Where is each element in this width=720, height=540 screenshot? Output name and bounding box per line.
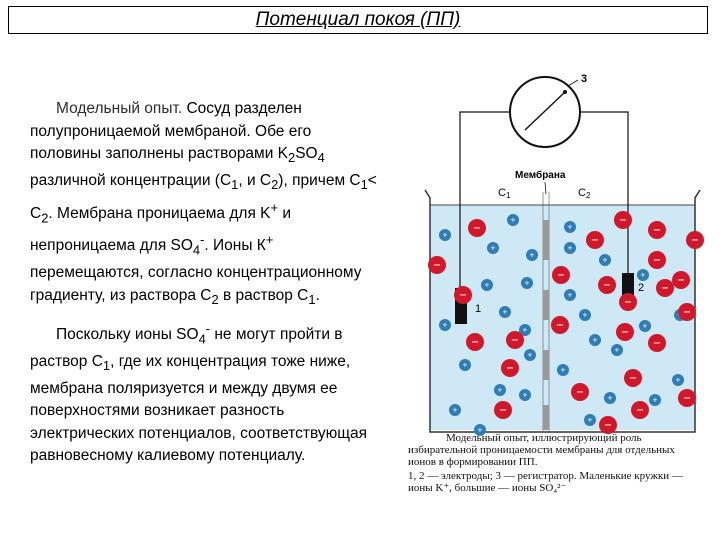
svg-text:+: + bbox=[452, 404, 458, 415]
svg-text:+: + bbox=[567, 289, 573, 300]
svg-text:−: − bbox=[499, 403, 507, 418]
potassium-ion bbox=[439, 229, 451, 241]
svg-text:+: + bbox=[502, 306, 508, 317]
svg-text:+: + bbox=[560, 364, 566, 375]
potassium-ion bbox=[637, 269, 649, 281]
svg-text:+: + bbox=[640, 269, 646, 280]
sulfate-ion bbox=[454, 286, 472, 304]
c1-label: C bbox=[498, 187, 506, 199]
svg-text:+: + bbox=[490, 242, 496, 253]
potassium-ion bbox=[521, 277, 533, 289]
svg-text:+: + bbox=[527, 349, 533, 360]
membrane-label: Мембрана bbox=[515, 170, 566, 181]
text-run: . Мембрана проницаема для K bbox=[48, 204, 271, 222]
potassium-ion bbox=[564, 289, 576, 301]
superscript: - bbox=[205, 321, 211, 336]
potassium-ion bbox=[639, 320, 651, 332]
potassium-ion bbox=[459, 359, 471, 371]
sulfate-ion bbox=[598, 276, 616, 294]
text-run: перемещаются, согласно концентрационному градиенту, из раствора C bbox=[30, 264, 362, 304]
c2-label: C bbox=[578, 187, 586, 199]
svg-text:+: + bbox=[522, 389, 528, 400]
sulfate-ion bbox=[614, 211, 632, 229]
potassium-ion bbox=[649, 394, 661, 406]
sulfate-ion bbox=[648, 221, 666, 239]
svg-text:−: − bbox=[653, 336, 661, 351]
sulfate-ion bbox=[678, 303, 696, 321]
svg-text:−: − bbox=[621, 325, 629, 340]
text-run: Сосуд разделен полупроницаемой мембраной. Обе его половины заполнены растворами K bbox=[30, 100, 312, 163]
text-run: ), причем C bbox=[278, 171, 361, 189]
potassium-ion bbox=[589, 334, 601, 346]
paragraph-model-experiment bbox=[30, 98, 380, 312]
subscript: 1 bbox=[360, 176, 368, 192]
svg-text:+: + bbox=[567, 242, 573, 253]
superscript: + bbox=[270, 199, 279, 215]
svg-text:+: + bbox=[442, 229, 448, 240]
svg-text:−: − bbox=[576, 385, 584, 400]
svg-text:+: + bbox=[642, 320, 648, 331]
superscript: - bbox=[200, 232, 205, 248]
potassium-ion bbox=[524, 349, 536, 361]
text-run: , и C bbox=[238, 171, 272, 189]
svg-text:+: + bbox=[567, 221, 573, 232]
sulfate-ion bbox=[571, 383, 589, 401]
c2-sub: 2 bbox=[586, 191, 591, 200]
sulfate-ion bbox=[656, 279, 674, 297]
svg-text:+: + bbox=[675, 374, 681, 385]
svg-text:−: − bbox=[653, 223, 661, 238]
svg-text:+: + bbox=[592, 334, 598, 345]
text-run: , где их концентрация тоже ниже, мембрана поляризуется и между двумя ее поверхностями возникает разность электрических потенциалов, соответствующая равновесному калиевому потенциалу. bbox=[30, 352, 368, 465]
potassium-ion bbox=[564, 221, 576, 233]
svg-text:−: − bbox=[629, 371, 637, 386]
membrane-diagram bbox=[395, 70, 710, 440]
sulfate-ion bbox=[624, 369, 642, 387]
sulfate-ion bbox=[428, 256, 446, 274]
slide-title: Потенциал покоя (ПП) bbox=[255, 9, 461, 30]
sulfate-ion bbox=[466, 333, 484, 351]
sulfate-ion bbox=[672, 271, 690, 289]
svg-text:+: + bbox=[607, 392, 613, 403]
svg-text:−: − bbox=[604, 418, 612, 433]
sulfate-ion bbox=[551, 316, 569, 334]
potassium-ion bbox=[672, 374, 684, 386]
svg-text:+: + bbox=[522, 324, 528, 335]
svg-text:−: − bbox=[661, 281, 669, 296]
electrode-1-label: 1 bbox=[475, 303, 482, 315]
sulfate-ion bbox=[631, 401, 649, 419]
caption-legend: 1, 2 — электроды; 3 — регистратор. Маленькие кружки — ионы K⁺, большие — ионы SO₄²⁻ bbox=[408, 470, 683, 494]
sulfate-ion bbox=[552, 266, 570, 284]
svg-text:+: + bbox=[614, 344, 620, 355]
subscript: 2 bbox=[288, 150, 296, 166]
svg-text:+: + bbox=[587, 414, 593, 425]
caption-text: Модельный опыт, иллюстрирующий роль избирательной проницаемости мембраны для отдельных ионов в формировании ПП. bbox=[408, 432, 675, 468]
svg-text:−: − bbox=[677, 273, 685, 288]
svg-text:−: − bbox=[557, 268, 565, 283]
paragraph-polarization bbox=[30, 318, 380, 468]
svg-text:−: − bbox=[653, 253, 661, 268]
svg-text:−: − bbox=[556, 318, 564, 333]
sulfate-ion bbox=[506, 331, 524, 349]
svg-text:−: − bbox=[473, 221, 481, 236]
svg-text:−: − bbox=[683, 391, 691, 406]
text-run: и непроницаема для SO bbox=[30, 204, 291, 255]
svg-text:−: − bbox=[624, 295, 632, 310]
potassium-ion bbox=[526, 249, 538, 261]
c1-sub: 1 bbox=[506, 191, 511, 200]
svg-text:−: − bbox=[433, 258, 441, 273]
svg-text:−: − bbox=[619, 213, 627, 228]
registrator-icon bbox=[510, 77, 580, 147]
svg-text:−: − bbox=[471, 335, 479, 350]
potassium-ion bbox=[519, 389, 531, 401]
potassium-ion bbox=[449, 404, 461, 416]
electrode-2-label: 2 bbox=[638, 282, 645, 294]
text-run: различной концентрации (C bbox=[30, 171, 232, 189]
potassium-ion bbox=[564, 242, 576, 254]
text-run: SO bbox=[295, 145, 318, 163]
subscript: 2 bbox=[271, 176, 279, 192]
text-run: Поскольку ионы SO bbox=[56, 326, 199, 344]
sulfate-ion bbox=[468, 219, 486, 237]
paragraph-lead: Модельный опыт. bbox=[56, 100, 183, 117]
text-run: . bbox=[315, 286, 320, 304]
svg-text:−: − bbox=[636, 403, 644, 418]
svg-text:+: + bbox=[529, 249, 535, 260]
subscript: 1 bbox=[308, 291, 316, 307]
text-run: < C bbox=[30, 171, 377, 222]
subscript: 4 bbox=[192, 242, 201, 258]
svg-text:+: + bbox=[524, 277, 530, 288]
sulfate-ion bbox=[494, 401, 512, 419]
svg-text:−: − bbox=[691, 233, 699, 248]
svg-text:−: − bbox=[511, 333, 519, 348]
potassium-ion bbox=[494, 384, 506, 396]
svg-text:−: − bbox=[603, 278, 611, 293]
figure-caption bbox=[408, 432, 704, 494]
sulfate-ion bbox=[648, 251, 666, 269]
superscript: + bbox=[265, 232, 274, 248]
sulfate-ion bbox=[678, 389, 696, 407]
sulfate-ion bbox=[586, 231, 604, 249]
svg-text:−: − bbox=[591, 233, 599, 248]
svg-text:+: + bbox=[652, 394, 658, 405]
potassium-ion bbox=[611, 344, 623, 356]
subscript: 2 bbox=[211, 291, 219, 307]
svg-text:+: + bbox=[510, 214, 516, 225]
membrane-experiment-figure bbox=[395, 70, 710, 440]
svg-text:+: + bbox=[462, 359, 468, 370]
potassium-ion bbox=[579, 309, 591, 321]
svg-text:+: + bbox=[484, 279, 490, 290]
svg-text:+: + bbox=[602, 254, 608, 265]
svg-text:−: − bbox=[459, 288, 467, 303]
subscript: 1 bbox=[231, 176, 239, 192]
potassium-ion bbox=[507, 214, 519, 226]
potassium-ion bbox=[604, 392, 616, 404]
sulfate-ion bbox=[501, 359, 519, 377]
subscript: 4 bbox=[198, 331, 206, 347]
potassium-ion bbox=[584, 414, 596, 426]
sulfate-ion bbox=[619, 293, 637, 311]
potassium-ion bbox=[599, 254, 611, 266]
svg-text:+: + bbox=[582, 309, 588, 320]
potassium-ion bbox=[439, 319, 451, 331]
sulfate-ion bbox=[616, 323, 634, 341]
svg-text:−: − bbox=[506, 361, 514, 376]
subscript: 2 bbox=[41, 209, 49, 225]
sulfate-ion bbox=[686, 231, 704, 249]
potassium-ion bbox=[499, 306, 511, 318]
text-run: не могут пройти в раствор C bbox=[30, 326, 343, 370]
title-box bbox=[8, 6, 708, 34]
potassium-ion bbox=[481, 279, 493, 291]
subscript: 4 bbox=[317, 150, 325, 166]
registrator-label: 3 bbox=[581, 73, 588, 85]
svg-text:+: + bbox=[497, 384, 503, 395]
text-run: в раствор C bbox=[218, 286, 309, 304]
sulfate-ion bbox=[648, 334, 666, 352]
text-run: . Ионы К bbox=[204, 237, 266, 255]
potassium-ion bbox=[557, 364, 569, 376]
svg-text:−: − bbox=[683, 305, 691, 320]
svg-text:+: + bbox=[442, 319, 448, 330]
subscript: 1 bbox=[102, 357, 111, 373]
svg-text:+: + bbox=[477, 424, 483, 435]
potassium-ion bbox=[487, 242, 499, 254]
